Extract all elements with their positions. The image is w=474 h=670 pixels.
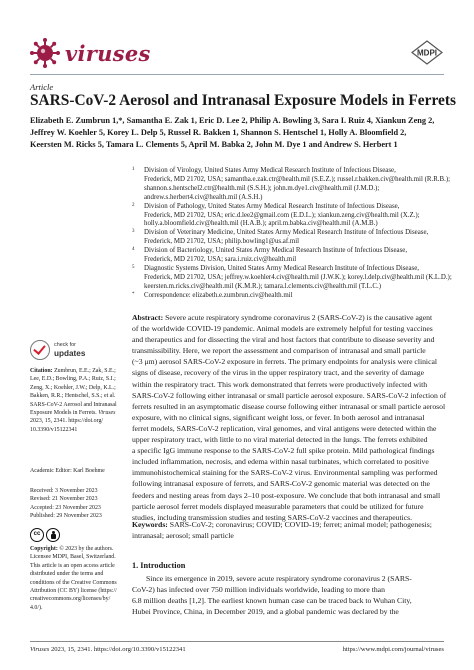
section-heading: 1. Introduction — [132, 561, 186, 570]
author-line-3: Keersten M. Ricks 5, Tamara L. Clements 5, April M. Babka 2, John M. Dye 1 and Andrew S. Herbert 1 — [30, 139, 398, 149]
affiliation-number: 5 — [132, 264, 135, 270]
cc-icon: cc — [30, 528, 44, 542]
copyright-line: distributed under the terms and — [30, 571, 104, 578]
affiliation-item — [132, 203, 452, 230]
affiliations — [132, 167, 452, 301]
check-updates-icon — [30, 340, 50, 360]
abstract-line: ferrets resulted in an asymptomatic disease course following either intranasal or small particle aerosol — [132, 401, 446, 411]
mdpi-logo-icon — [410, 40, 444, 65]
author-list — [30, 115, 450, 150]
date-received: Received: 3 November 2023 — [30, 488, 98, 494]
affiliation-line: Frederick, MD 21702, USA; philip.bowling1@us.af.mil — [144, 238, 300, 246]
affiliation-line: Frederick, MD 21702, USA; eric.d.lee2@gmail.com (E.D.L.); xiankun.zeng.civ@health.mil (X.Z.); — [144, 211, 420, 219]
affiliation-number: * — [132, 291, 135, 297]
academic-editor: Academic Editor: Karl Boehme — [30, 468, 105, 474]
affiliation-number: 2 — [132, 202, 135, 208]
affiliation-line: Correspondence: elizabeth.e.zumbrun.civ@health.mil — [144, 291, 293, 299]
mdpi-logo-text: MDPI — [417, 48, 437, 58]
citation-line: Lee, E.D.; Bowling, P.A.; Ruiz, S.I.; — [30, 376, 116, 383]
virus-logo-icon — [30, 38, 60, 68]
affiliation-item — [132, 229, 452, 247]
abstract-label: Abstract: — [132, 313, 164, 322]
abstract-line: feeders and nesting areas from days 2–10 post-exposure. We conclude that both intranasal and small — [132, 490, 441, 500]
author-line-2: Jeffrey W. Koehler 5, Korey L. Delp 5, Russel R. Bakken 1, Shannon S. Hentschel 1, Holly A. Bloomfield 2, — [30, 127, 407, 137]
keywords — [132, 519, 446, 541]
citation-line: Zeng, X.; Koehler, J.W.; Delp, K.L.; — [30, 384, 116, 391]
affiliation-number: 4 — [132, 247, 135, 253]
intro-line: CoV-2) has infected over 750 million individuals worldwide, leading to more than — [132, 585, 385, 595]
affiliation-line: Frederick, MD 21702, USA; sara.i.ruiz.civ@health.mil — [144, 256, 297, 264]
affiliation-line: Division of Pathology, United States Army Medical Research Institute of Infectious Disease, — [144, 202, 400, 210]
affiliation-line: Frederick, MD 21702, USA; jeffrey.w.koehler4.civ@health.mil (J.W.K.); korey.l.delp.civ@health.mil (K.L.D.); — [144, 273, 452, 281]
affiliation-line: Frederick, MD 21702, USA; samantha.e.zak.ctr@health.mil (S.E.Z.); russel.r.bakken.civ@health.mil (R.R.B.); — [144, 175, 451, 183]
affiliation-line: andrew.s.herbert4.civ@health.mil (A.S.H.) — [144, 193, 263, 201]
affiliation-number: 3 — [132, 229, 135, 235]
journal-name: viruses — [65, 41, 151, 66]
copyright-line: 4.0/). — [30, 604, 43, 611]
publication-dates — [30, 487, 118, 521]
footer-journal-url[interactable]: https://www.mdpi.com/journal/viruses — [342, 646, 444, 653]
abstract-line: and therapeutics and for dissecting the viral and host factors that contribute to disease severity and — [132, 335, 435, 345]
affiliation-line: Division of Veterinary Medicine, United States Army Medical Research Institute of Infectious Disease, — [144, 229, 429, 237]
affiliation-number: 1 — [132, 167, 135, 172]
citation-journal: Viruses — [98, 410, 116, 417]
abstract-line: particle aerosol ferret models displayed measurable parameters that could be utilized for future — [132, 501, 424, 511]
copyright-line: Licensee MDPI, Basel, Switzerland. — [30, 554, 116, 561]
keywords-line: SARS-CoV-2; coronavirus; COVID; COVID-19; ferret; animal model; pathogenesis; — [169, 520, 432, 529]
abstract-line: ferret models, SARS-CoV-2 replication, viral genomes, and viral antigens were detected within the — [132, 423, 437, 433]
affiliation-item — [132, 292, 452, 301]
citation-line: Exposure Models in Ferrets. — [30, 410, 97, 417]
abstract-line: (~3 μm) aerosol SARS-CoV-2 exposure in ferrets. The primary endpoints for analysis were clinical — [132, 357, 438, 367]
intro-line: Since its emergence in 2019, severe acute respiratory syndrome coronavirus 2 (SARS- — [146, 574, 412, 583]
abstract-line: SARS-CoV-2 following either intranasal or small particle aerosol exposure. SARS-CoV-2 infection of — [132, 390, 447, 400]
abstract-line: signs of disease, recovery of the virus in the upper respiratory tract, and the severity of damage — [132, 368, 425, 378]
abstract-line: immunohistochemical staining for the SARS-CoV-2 virus. Environmental sampling was performed — [132, 468, 438, 478]
person-icon — [46, 528, 60, 542]
copyright-block — [30, 545, 118, 612]
affiliation-line: keersten.m.ricks.civ@health.mil (K.M.R.); tamara.l.clements.civ@health.mil (T.L.C.) — [144, 282, 382, 290]
copyright-line: Attribution (CC BY) license (https:// — [30, 588, 117, 595]
article-type: Article — [30, 82, 54, 92]
affiliation-line: Division of Virology, United States Army Medical Research Institute of Infectious Disease, — [144, 167, 396, 174]
intro-line: Hubei Province, China, in December 2019, and a global pandemic was declared by the — [132, 607, 399, 617]
footer-doi[interactable]: 2023, 15, 2341. https://doi.org/10.3390/v15122341 — [50, 646, 186, 653]
citation-line: SARS-CoV-2 Aerosol and Intranasal — [30, 401, 117, 408]
abstract-line: included inflammation, necrosis, and edema within nasal turbinates, which correlated to positive — [132, 457, 429, 467]
check-updates-line2: updates — [54, 349, 86, 358]
introduction-text — [132, 573, 446, 617]
keywords-line: intranasal; aerosol; small particle — [132, 531, 234, 541]
affiliation-line: holly.a.bloomfield.civ@health.mil (H.A.B.); april.m.babka.civ@health.mil (A.M.B.) — [144, 220, 378, 228]
check-for-updates-button[interactable] — [30, 340, 110, 362]
abstract-line: upper respiratory tract, with little to no viral material detected in the lungs. The ferrets exhibited — [132, 435, 428, 445]
copyright-label: Copyright: — [30, 546, 58, 552]
copyright-line: © 2023 by the authors. — [59, 546, 114, 552]
citation-label: Citation: — [30, 368, 53, 374]
cc-license-badge[interactable] — [30, 528, 68, 542]
abstract-line — [132, 312, 446, 323]
footer-divider — [30, 641, 444, 642]
copyright-line: conditions of the Creative Commons — [30, 579, 117, 586]
intro-line: 6.8 million deaths [1,2]. The earliest known human case can be traced back to Wuhan City, — [132, 596, 412, 606]
footer-journal: Viruses — [30, 646, 50, 653]
citation-doi-line[interactable]: 2023, 15, 2341. https://doi.org/ — [30, 418, 104, 425]
affiliation-line: Division of Bacteriology, United States Army Medical Research Institute of Infectious Disease, — [144, 247, 408, 255]
citation-block — [30, 367, 118, 434]
abstract — [132, 312, 446, 523]
author-line-1: Elizabeth E. Zumbrun 1,*, Samantha E. Zak 1, Eric D. Lee 2, Philip A. Bowling 3, Sara I. Ruiz 4, Xiankun Zeng 2, — [30, 116, 435, 125]
paper-title: SARS-CoV-2 Aerosol and Intranasal Exposure Models in Ferrets — [30, 92, 456, 109]
citation-line: Bakken, R.R.; Hentschel, S.S.; et al. — [30, 393, 116, 400]
copyright-line: This article is an open access article — [30, 562, 115, 569]
affiliation-line: Diagnostic Systems Division, United States Army Medical Research Institute of Infectious Disease, — [144, 264, 419, 272]
affiliation-item — [132, 247, 452, 265]
copyright-line: creativecommons.org/licenses/by/ — [30, 596, 111, 603]
footer-citation — [30, 646, 186, 653]
abstract-text: Severe acute respiratory syndrome coronavirus 2 (SARS-CoV-2) is the causative agent — [165, 313, 433, 322]
abstract-line: exposure, with no clinical signs, significant weight loss, or fever. In both aerosol and intranasal — [132, 412, 425, 422]
affiliation-item — [132, 167, 452, 203]
citation-doi-line[interactable]: 10.3390/v15122341 — [30, 426, 78, 433]
abstract-line: within the respiratory tract. This work demonstrated that ferrets were productively infected with — [132, 379, 428, 389]
citation-line: Zumbrun, E.E.; Zak, S.E.; — [54, 368, 116, 374]
abstract-line: a specific IgG immune response to the SARS-CoV-2 full spike protein. Mild pathological findings — [132, 446, 435, 456]
abstract-line: studies, including transmission studies and testing SARS-CoV-2 vaccines and therapeutics. — [132, 512, 413, 522]
date-published: Published: 29 November 2023 — [30, 513, 102, 520]
abstract-line: of the worldwide COVID-19 pandemic. Animal models are extremely helpful for testing vaccines — [132, 324, 433, 334]
journal-header — [30, 38, 444, 68]
check-updates-line1: check for — [54, 342, 76, 348]
date-accepted: Accepted: 23 November 2023 — [30, 504, 101, 511]
abstract-line: following intranasal exposure of ferrets, and SARS-CoV-2 genomic material was detected on the — [132, 479, 430, 489]
date-revised: Revised: 21 November 2023 — [30, 496, 98, 503]
header-divider — [30, 74, 444, 75]
abstract-line: transmissibility. Here, we report the assessment and comparison of intranasal and small particle — [132, 346, 426, 356]
affiliation-item — [132, 265, 452, 292]
affiliation-line: shannon.s.hentschel2.ctr@health.mil (S.S.H.); john.m.dye1.civ@health.mil (J.M.D.); — [144, 184, 380, 192]
keywords-label: Keywords: — [132, 520, 168, 529]
